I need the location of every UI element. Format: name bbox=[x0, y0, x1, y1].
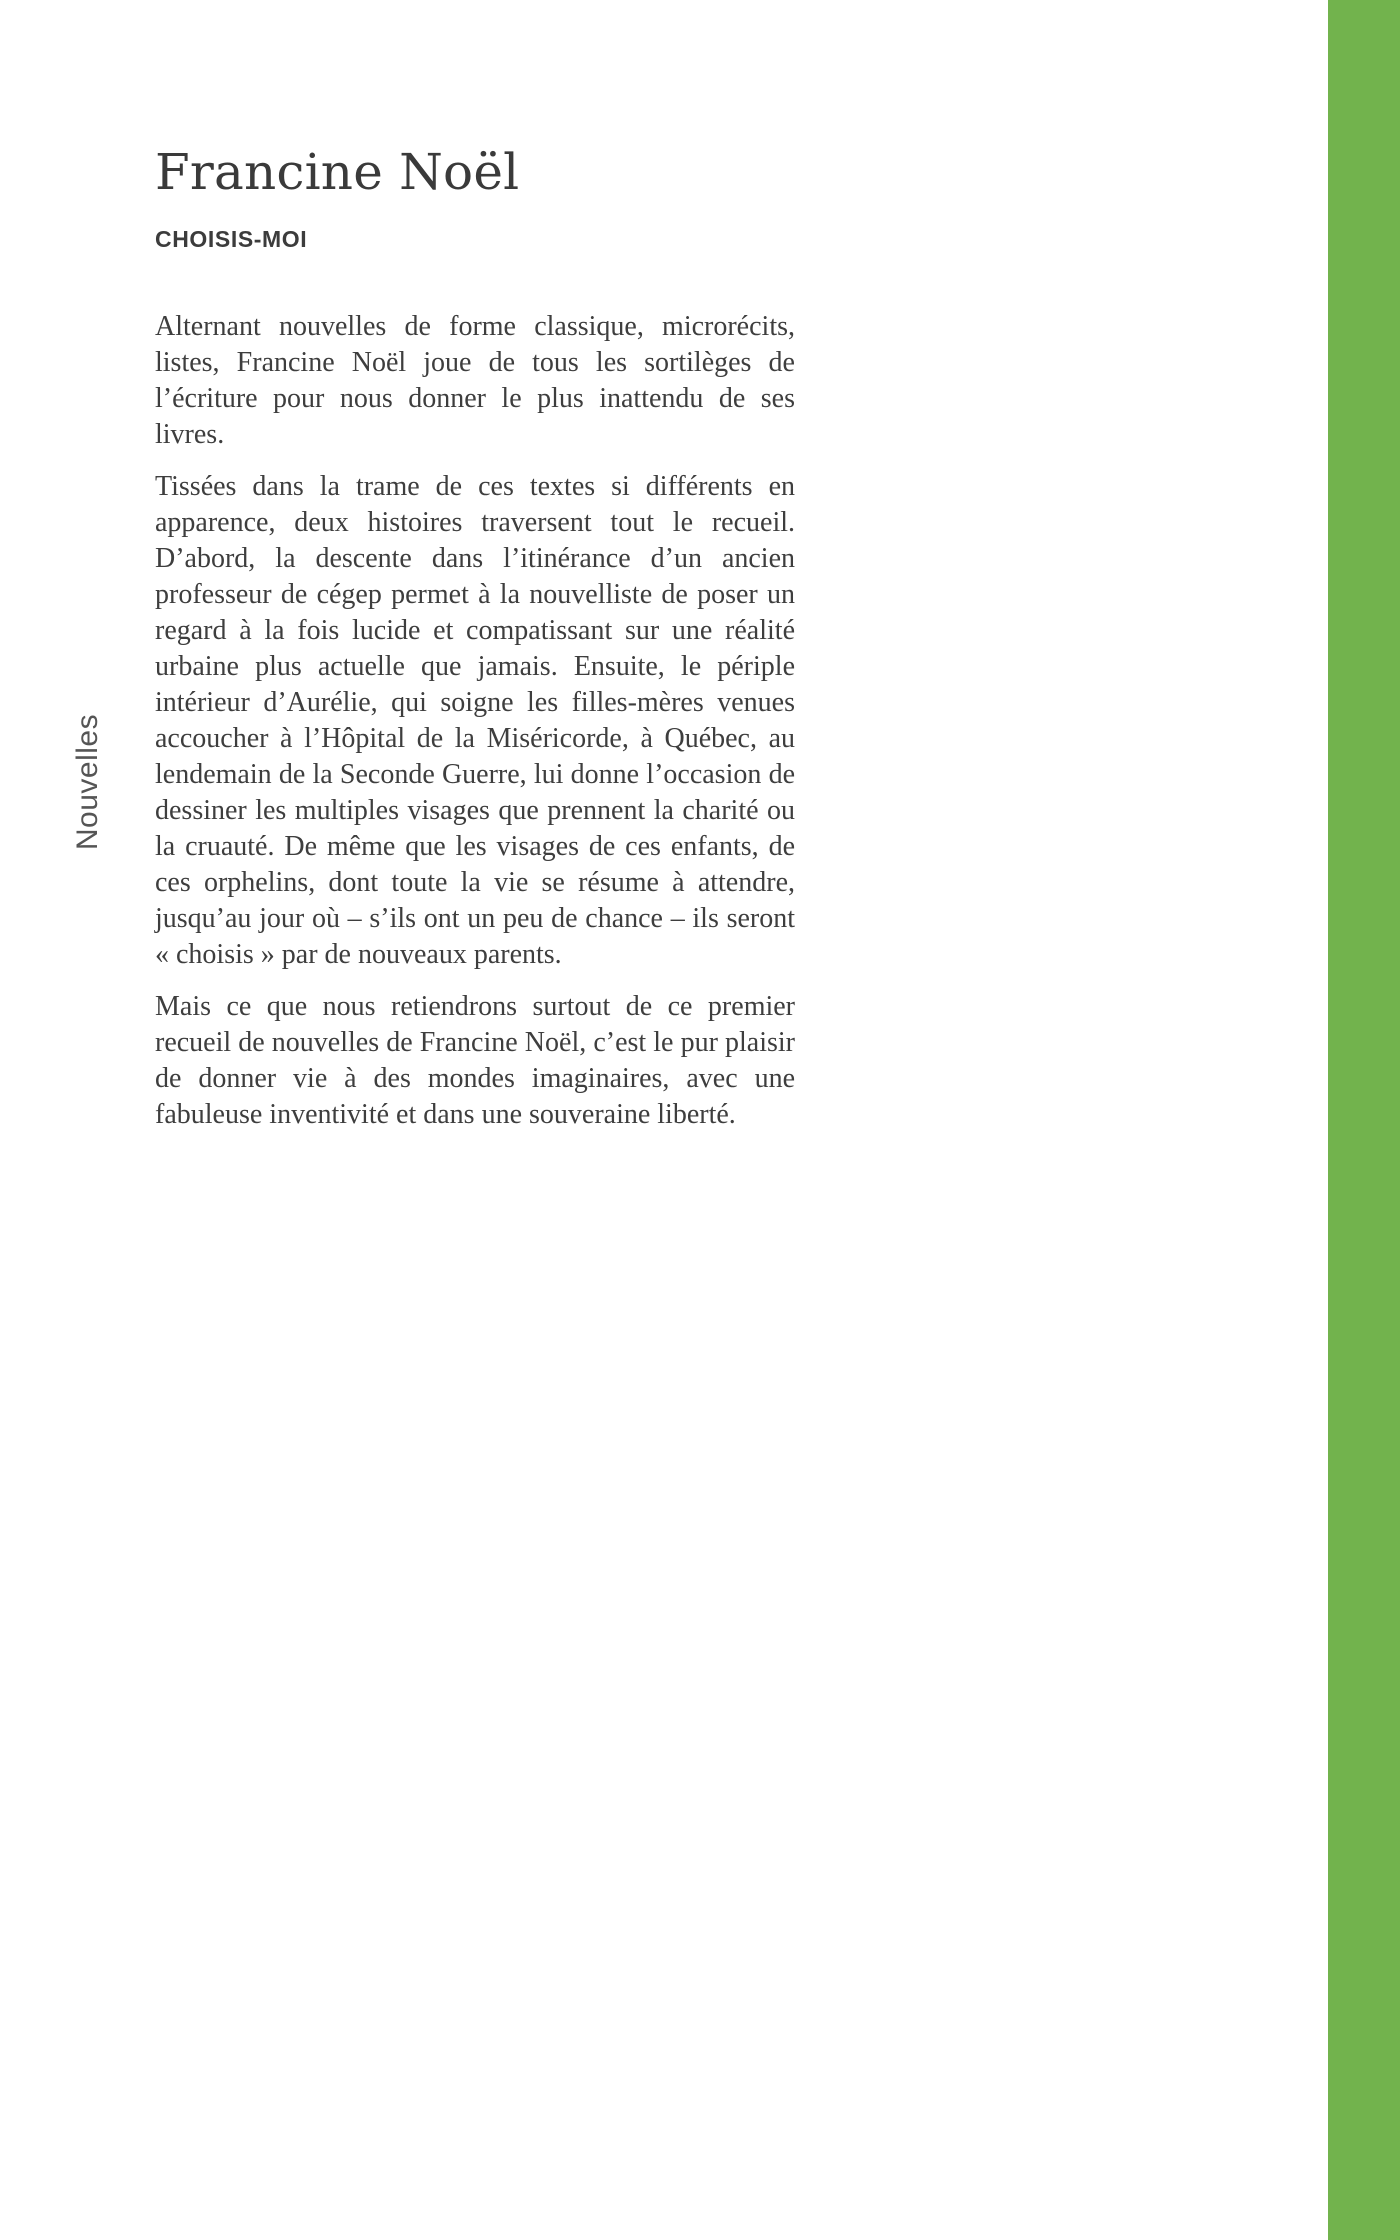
description-paragraph-3: Mais ce que nous retiendrons surtout de ce premier recueil de nouvelles de Francine Noël, c’est le pur plaisir de donner vie à des mondes imaginaires, avec une fabuleuse inventivité et dans une souveraine liberté. bbox=[155, 991, 795, 1130]
book-title: CHOISIS-MOI bbox=[155, 226, 308, 252]
genre-side-label: Nouvelles bbox=[71, 713, 104, 851]
book-description bbox=[155, 309, 795, 1133]
description-paragraph-1: Alternant nouvelles de forme classique, microrécits, listes, Francine Noël joue de tous les sortilèges de l’écriture pour nous donner le plus inattendu de ses livres. bbox=[155, 311, 795, 450]
description-paragraph-2: Tissées dans la trame de ces textes si différents en apparence, deux histoires traversent tout le recueil. D’abord, la descente dans l’itinérance d’un ancien professeur de cégep permet à la nouvelliste de poser un regard à la fois lucide et compatissant sur une réalité urbaine plus actuelle que jamais. Ensuite, le périple intérieur d’Aurélie, qui soigne les filles-mères venues accoucher à l’Hôpital de la Miséricorde, à Québec, au lendemain de la Seconde Guerre, lui donne l’occasion de dessiner les multiples visages que prennent la charité ou la cruauté. De même que les visages de ces enfants, de ces orphelins, dont toute la vie se résume à attendre, jusqu’au jour où – s’ils ont un peu de chance – ils seront « choisis » par de nouveaux parents. bbox=[155, 471, 795, 970]
author-name: Francine Noël bbox=[155, 143, 520, 201]
page-content bbox=[155, 145, 795, 1133]
accent-stripe bbox=[1328, 0, 1400, 2240]
